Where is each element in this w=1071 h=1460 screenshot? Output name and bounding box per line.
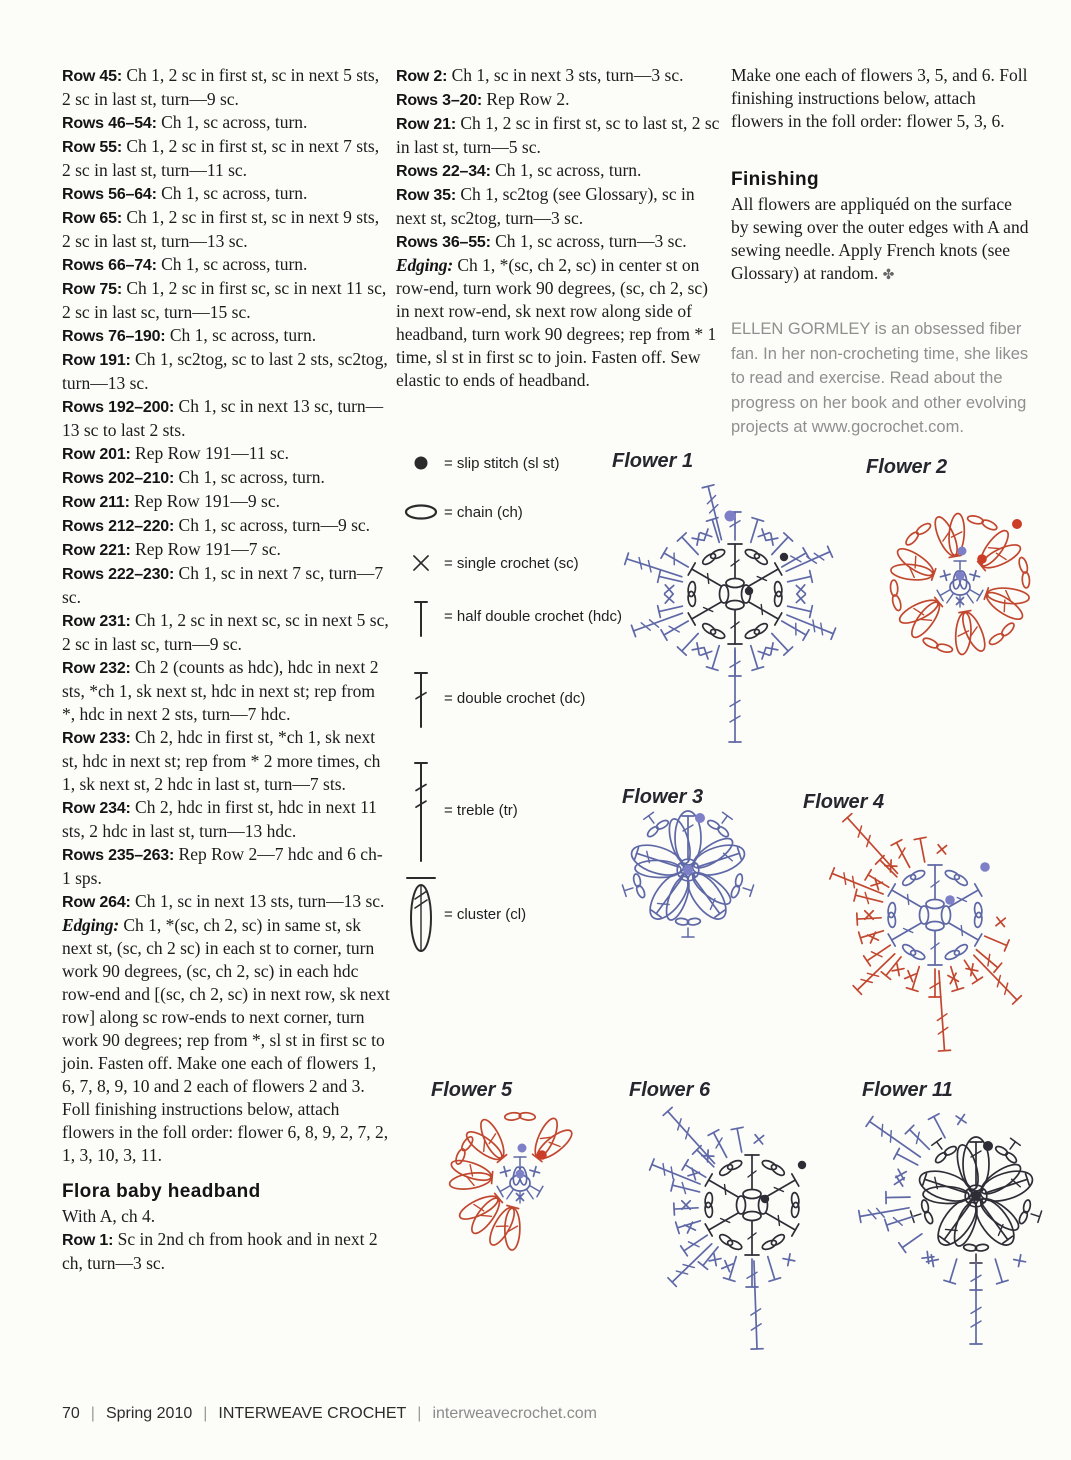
row-text: Ch 1, sc across, turn. bbox=[156, 112, 308, 132]
pattern-row bbox=[396, 112, 720, 159]
row-label: Row 45: bbox=[62, 68, 122, 85]
pattern-row bbox=[62, 1228, 390, 1275]
row-label: Rows 3–20: bbox=[396, 92, 483, 109]
row-label: Row 35: bbox=[396, 187, 456, 204]
row-label: Row 55: bbox=[62, 139, 122, 156]
flower-6-label: Flower 6 bbox=[629, 1079, 711, 1101]
row-text: Ch 2, hdc in first st, *ch 1, sk next st, hdc in next st; rep from * 2 more times, ch 1, sk next st, 2 hdc in last st, turn—7 sts. bbox=[62, 727, 381, 794]
row-text: Ch 1, sc across, turn. bbox=[156, 183, 308, 203]
legend-item-cluster bbox=[398, 872, 526, 956]
row-label: Rows 76–190: bbox=[62, 328, 166, 345]
website-url: interweavecrochet.com bbox=[432, 1405, 597, 1422]
row-label: Rows 22–34: bbox=[396, 163, 491, 180]
flower-2-diagram bbox=[852, 444, 1068, 744]
row-text: Ch 1, sc in next 13 sc, turn—13 sc to last 2 sts. bbox=[62, 396, 384, 440]
row-text: Ch 1, sc in next 13 sts, turn—13 sc. bbox=[130, 891, 385, 911]
row-text: Ch 1, sc2tog (see Glossary), sc in next st, sc2tog, turn—3 sc. bbox=[396, 184, 695, 228]
legend-label: = slip stitch (sl st) bbox=[444, 454, 560, 472]
pattern-row bbox=[396, 159, 720, 183]
pattern-row bbox=[62, 395, 390, 442]
pattern-row bbox=[396, 88, 720, 112]
row-label: Row 2: bbox=[396, 68, 448, 85]
flower-3-label: Flower 3 bbox=[622, 786, 704, 808]
row-text: Ch 1, sc in next 7 sc, turn—7 sc. bbox=[62, 563, 384, 607]
cluster-icon bbox=[398, 872, 444, 956]
pattern-row bbox=[62, 843, 390, 890]
row-text: Ch 1, 2 sc in first sc, sc in next 11 sc, 2 sc in last sc, turn—15 sc. bbox=[62, 278, 387, 322]
row-text: Ch 1, sc across, turn—3 sc. bbox=[490, 231, 687, 251]
row-label: Rows 212–220: bbox=[62, 518, 175, 535]
flower-5-label: Flower 5 bbox=[431, 1079, 513, 1101]
flower-5-chart bbox=[412, 1072, 628, 1324]
magazine-name: INTERWEAVE CROCHET bbox=[218, 1405, 407, 1422]
flower-11-chart bbox=[845, 1072, 1071, 1407]
row-text: Ch 1, *(sc, ch 2, sc) in center st on row-end, turn work 90 degrees, (sc, ch 2, sc) in next row-end, sk next row along side of headband, turn work 90 degrees; rep from * 1 time, sl st in first sc to join. Fasten off. Sew elastic to ends of headband. bbox=[396, 255, 717, 390]
pattern-row bbox=[62, 277, 390, 324]
legend-label: = half double crochet (hdc) bbox=[444, 607, 623, 625]
page-footer bbox=[62, 1405, 597, 1423]
flower-1-label: Flower 1 bbox=[612, 450, 694, 472]
row-label: Row 232: bbox=[62, 660, 131, 677]
page-number: 70 bbox=[62, 1405, 80, 1422]
flower-6-diagram bbox=[606, 1072, 864, 1407]
pattern-row bbox=[62, 726, 390, 796]
pattern-column-left bbox=[62, 64, 390, 1275]
row-label: Rows 46–54: bbox=[62, 115, 157, 132]
row-text: Ch 1, *(sc, ch 2, sc) in same st, sk next st, (sc, ch 2 sc) in each st to corner, turn work 90 degrees, (sc, ch 2, sc) in each hdc row-end and [(sc, ch 2, sc) in next row, sk next row] along sc row-ends to next corner, turn work 90 degrees; rep from *, sl st in first sc to join. Fasten off. Make one each of flowers 1, 6, 7, 8, 9, 10 and 2 each of flowers 2 and 3. Foll finishing instructions below, attach flowers in the foll order: flower 6, 8, 9, 2, 7, 2, 1, 3, 10, 3, 11. bbox=[62, 915, 390, 1165]
row-text: Ch 1, 2 sc in first st, sc in next 5 sts, 2 sc in last st, turn—9 sc. bbox=[62, 65, 380, 109]
article-end-icon: ✤ bbox=[882, 268, 895, 283]
pattern-row bbox=[62, 206, 390, 253]
slip-stitch-icon bbox=[398, 452, 444, 474]
legend-label: = chain (ch) bbox=[444, 503, 523, 521]
pattern-row bbox=[396, 64, 720, 88]
row-label: Row 191: bbox=[62, 352, 131, 369]
row-label: Rows 66–74: bbox=[62, 257, 157, 274]
row-label: Row 21: bbox=[396, 116, 456, 133]
pattern-row bbox=[62, 514, 390, 538]
legend-item-double-crochet bbox=[398, 666, 585, 730]
pattern-row bbox=[62, 253, 390, 277]
flower-3-diagram bbox=[600, 778, 792, 1013]
row-text: Ch 1, sc across, turn—9 sc. bbox=[174, 515, 371, 535]
chain-icon bbox=[398, 501, 444, 523]
row-label: Rows 36–55: bbox=[396, 234, 491, 251]
pattern-row bbox=[62, 890, 390, 914]
row-text: Ch 1, sc across, turn. bbox=[174, 467, 325, 487]
flower-5-diagram bbox=[412, 1072, 628, 1324]
row-text: Ch 2 (counts as hdc), hdc in next 2 sts, *ch 1, sk next st, hdc in next st; rep from *, hdc in next 2 sts, turn—7 hdc. bbox=[62, 657, 379, 724]
pattern-row bbox=[62, 538, 390, 562]
pattern-row bbox=[62, 442, 390, 466]
row-label: Row 221: bbox=[62, 542, 131, 559]
pattern-row bbox=[62, 914, 390, 1167]
half-double-crochet-icon bbox=[398, 594, 444, 638]
headband-intro: With A, ch 4. bbox=[62, 1206, 156, 1226]
legend-label: = cluster (cl) bbox=[444, 905, 527, 923]
row-text: Rep Row 2. bbox=[482, 89, 570, 109]
spacer bbox=[731, 287, 1029, 317]
row-text: Ch 1, sc in next 3 sts, turn—3 sc. bbox=[447, 65, 684, 85]
row-label: Rows 222–230: bbox=[62, 566, 175, 583]
row-label: Row 231: bbox=[62, 613, 131, 630]
row-text: Ch 1, 2 sc in first st, sc in next 9 sts, 2 sc in last st, turn—13 sc. bbox=[62, 207, 380, 251]
row-label: Rows 202–210: bbox=[62, 470, 175, 487]
pattern-row bbox=[396, 183, 720, 230]
row-label: Row 65: bbox=[62, 210, 122, 227]
pattern-column-middle bbox=[396, 64, 720, 392]
row-text: Ch 1, 2 sc in next sc, sc in next 5 sc, 2 sc in last sc, turn—9 sc. bbox=[62, 610, 389, 654]
flower-11-label: Flower 11 bbox=[862, 1079, 953, 1101]
pattern-row bbox=[396, 254, 720, 392]
row-label: Row 234: bbox=[62, 800, 131, 817]
legend-item-treble bbox=[398, 756, 518, 864]
issue-label: Spring 2010 bbox=[105, 1405, 193, 1422]
legend-item-single-crochet bbox=[398, 548, 579, 578]
double-crochet-icon bbox=[398, 666, 444, 730]
row-text: Rep Row 2—7 hdc and 6 ch-1 sps. bbox=[62, 844, 383, 888]
row-label: Edging: bbox=[62, 915, 119, 935]
flower-6-chart bbox=[606, 1072, 864, 1407]
flower-4-diagram bbox=[790, 778, 1071, 1113]
row-label: Row 75: bbox=[62, 281, 122, 298]
flower-2-chart bbox=[852, 444, 1068, 744]
row-label: Row 201: bbox=[62, 446, 131, 463]
row-label: Rows 192–200: bbox=[62, 399, 175, 416]
pattern-row bbox=[62, 324, 390, 348]
pattern-row bbox=[62, 348, 390, 395]
row-label: Edging: bbox=[396, 255, 453, 275]
single-crochet-icon bbox=[398, 548, 444, 578]
legend-item-half-double-crochet bbox=[398, 594, 622, 638]
finishing-text: All flowers are appliquéd on the surface by sewing over the outer edges with A and sewing needle. Apply French knots (see Glossary) at random. bbox=[731, 194, 1029, 283]
flower-3-chart bbox=[600, 778, 792, 1013]
pattern-row bbox=[62, 135, 390, 182]
pattern-row bbox=[62, 490, 390, 514]
row-text: Rep Row 191—11 sc. bbox=[130, 443, 289, 463]
row-text: Ch 1, sc across, turn. bbox=[490, 160, 642, 180]
row-label: Row 264: bbox=[62, 894, 131, 911]
spacer bbox=[731, 133, 1029, 155]
pattern-row bbox=[62, 562, 390, 609]
row-text: Ch 1, 2 sc in first st, sc in next 7 sts, 2 sc in last st, turn—11 sc. bbox=[62, 136, 380, 180]
flora-headband-heading: Flora baby headband bbox=[62, 1181, 261, 1202]
finishing-heading: Finishing bbox=[731, 169, 820, 190]
pattern-row bbox=[62, 466, 390, 490]
legend-label: = double crochet (dc) bbox=[444, 689, 586, 707]
row-label: Row 233: bbox=[62, 730, 131, 747]
row-label: Rows 235–263: bbox=[62, 847, 175, 864]
pattern-row bbox=[396, 230, 720, 254]
row-text: Ch 1, sc2tog, sc to last 2 sts, sc2tog, turn—13 sc. bbox=[62, 349, 388, 393]
legend-label: = single crochet (sc) bbox=[444, 554, 579, 572]
flower-4-label: Flower 4 bbox=[803, 791, 885, 813]
finishing-instructions bbox=[731, 193, 1029, 287]
row-text: Ch 1, sc across, turn. bbox=[165, 325, 317, 345]
footer-divider: | bbox=[90, 1405, 95, 1422]
legend-label: = treble (tr) bbox=[444, 801, 518, 819]
pattern-row bbox=[62, 182, 390, 206]
pattern-row bbox=[62, 64, 390, 111]
flowers-make-instructions: Make one each of flowers 3, 5, and 6. Foll finishing instructions below, attach flowers in the foll order: flower 5, 3, 6. bbox=[731, 65, 1028, 131]
pattern-column-right bbox=[731, 64, 1029, 456]
pattern-row bbox=[62, 111, 390, 135]
row-text: Ch 2, hdc in first st, hdc in next 11 sts, 2 hdc in last st, turn—13 hdc. bbox=[62, 797, 377, 841]
row-label: Row 211: bbox=[62, 494, 130, 511]
row-text: Rep Row 191—7 sc. bbox=[130, 539, 281, 559]
row-text: Ch 1, sc across, turn. bbox=[156, 254, 308, 274]
row-label: Row 1: bbox=[62, 1232, 114, 1249]
legend-item-chain bbox=[398, 501, 523, 523]
pattern-row bbox=[62, 609, 390, 656]
pattern-row bbox=[62, 796, 390, 843]
treble-icon bbox=[398, 756, 444, 864]
flower-4-chart bbox=[790, 778, 1071, 1113]
author-bio: ELLEN GORMLEY is an obsessed fiber fan. In her non-crocheting time, she likes to read and exercise. Read about the progress on her book and other evolving projects at www.gocrochet.com. bbox=[731, 320, 1029, 436]
row-text: Sc in 2nd ch from hook and in next 2 ch, turn—3 sc. bbox=[62, 1229, 378, 1273]
footer-divider: | bbox=[417, 1405, 422, 1422]
flower-11-diagram bbox=[845, 1072, 1071, 1407]
flower-2-label: Flower 2 bbox=[866, 456, 948, 478]
row-label: Rows 56–64: bbox=[62, 186, 157, 203]
row-text: Rep Row 191—9 sc. bbox=[129, 491, 280, 511]
legend-item-slip-stitch bbox=[398, 452, 559, 474]
row-text: Ch 1, 2 sc in first st, sc to last st, 2 sc in last st, turn—5 sc. bbox=[396, 113, 720, 157]
footer-divider: | bbox=[203, 1405, 208, 1422]
pattern-row bbox=[62, 656, 390, 726]
